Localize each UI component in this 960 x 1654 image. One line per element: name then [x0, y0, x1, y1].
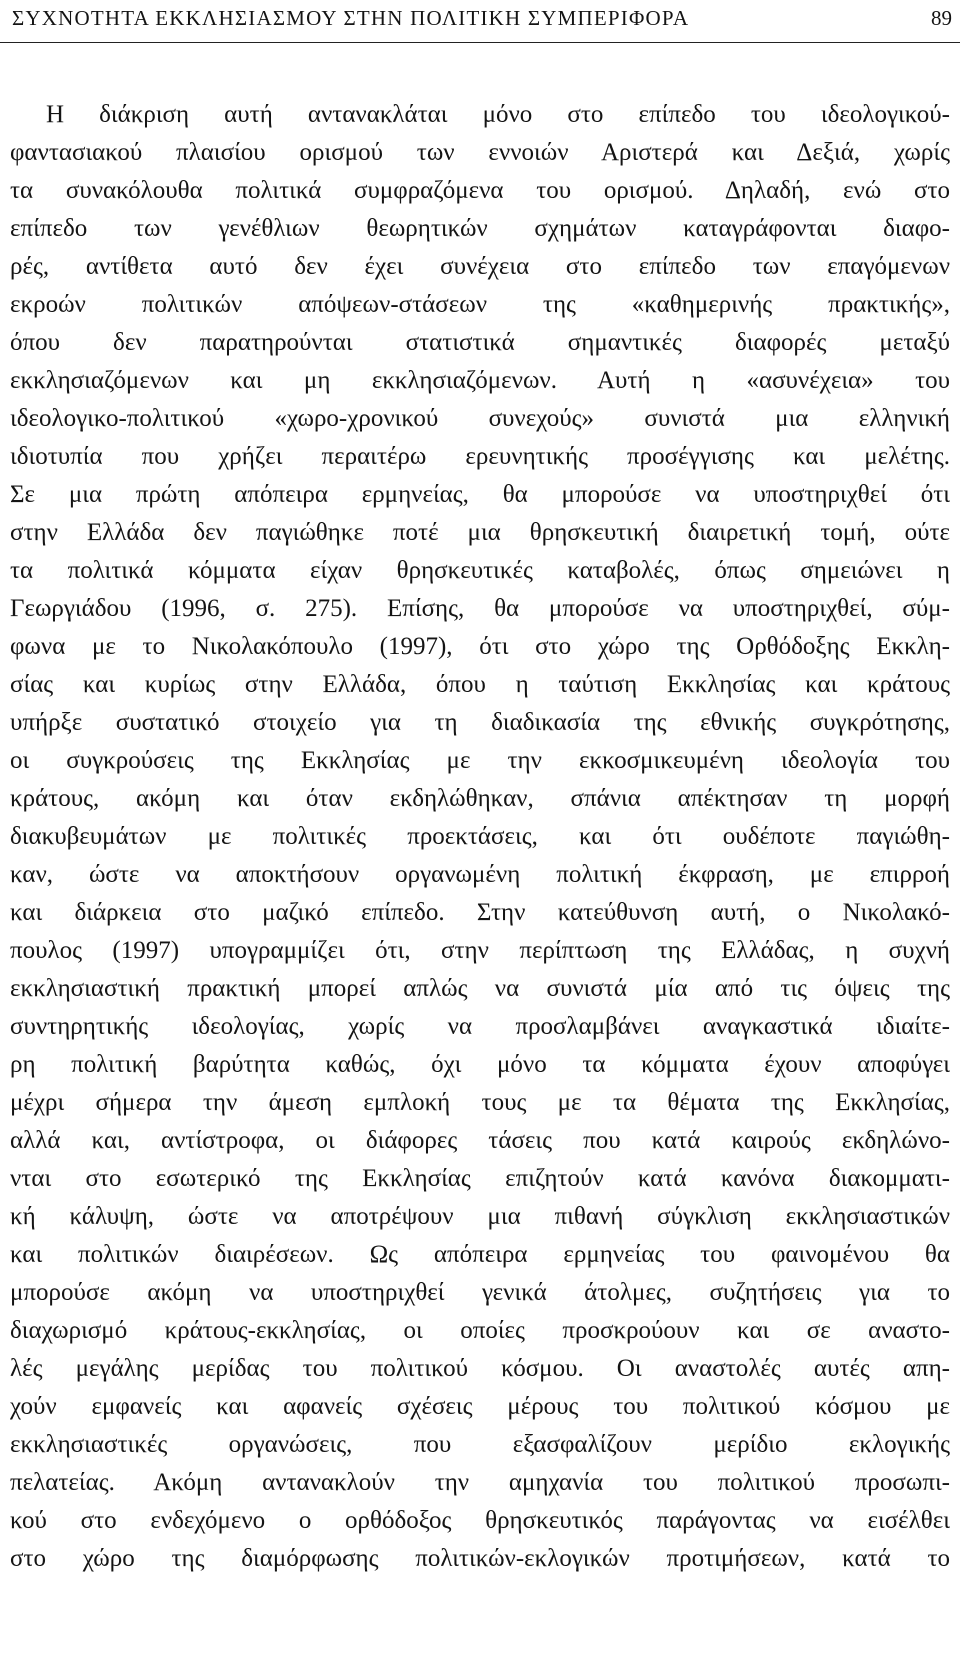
text-line: ιδιοτυπία που χρήζει περαιτέρω ερευνητικής προσέγγισης και μελέτης. — [10, 443, 950, 470]
text-line: φωνα με το Νικολακόπουλο (1997), ότι στο χώρο της Ορθόδοξης Εκκλη- — [10, 633, 950, 660]
text-line: μπορούσε ακόμη να υποστηριχθεί γενικά άτολμες, συζητήσεις για το — [10, 1279, 950, 1306]
text-line: μέχρι σήμερα την άμεση εμπλοκή τους με τα θέματα της Εκκλησίας, — [10, 1089, 950, 1116]
text-line: και πολιτικών διαιρέσεων. Ως απόπειρα ερμηνείας του φαινομένου θα — [10, 1241, 950, 1268]
page-number: 89 — [931, 6, 952, 30]
body-paragraph — [10, 96, 950, 1578]
text-line: διαχωρισμό κράτους-εκκλησίας, οι οποίες προσκρούουν και σε αναστο- — [10, 1317, 950, 1344]
text-line: τα πολιτικά κόμματα είχαν θρησκευτικές καταβολές, όπως σημειώνει η — [10, 557, 950, 584]
text-line: και διάρκεια στο μαζικό επίπεδο. Στην κατεύθυνση αυτή, ο Νικολακό- — [10, 899, 950, 926]
text-line: νται στο εσωτερικό της Εκκλησίας επιζητούν κατά κανόνα διακομματι- — [10, 1165, 950, 1192]
text-line: κράτους, ακόμη και όταν εκδηλώθηκαν, σπάνια απέκτησαν τη μορφή — [10, 785, 950, 812]
text-line: συντηρητικής ιδεολογίας, χωρίς να προσλαμβάνει αναγκαστικά ιδιαίτε- — [10, 1013, 950, 1040]
text-line: ρές, αντίθετα αυτό δεν έχει συνέχεια στο επίπεδο των επαγόμενων — [10, 253, 950, 280]
text-line: αλλά και, αντίστροφα, οι διάφορες τάσεις που κατά καιρούς εκδηλώνο- — [10, 1127, 950, 1154]
text-line: εκκλησιαζόμενων και μη εκκλησιαζόμενων. Αυτή η «ασυνέχεια» του — [10, 367, 950, 394]
text-line: κού στο ενδεχόμενο ο ορθόδοξος θρησκευτικός παράγοντας να εισέλθει — [10, 1507, 950, 1534]
text-line: υπήρξε συστατικό στοιχείο για τη διαδικασία της εθνικής συγκρότησης, — [10, 709, 950, 736]
text-line: εκροών πολιτικών απόψεων-στάσεων της «καθημερινής πρακτικής», — [10, 291, 950, 318]
text-line: χούν εμφανείς και αφανείς σχέσεις μέρους του πολιτικού κόσμου με — [10, 1393, 950, 1420]
text-line: λές μεγάλης μερίδας του πολιτικού κόσμου. Οι αναστολές αυτές απη- — [10, 1355, 950, 1382]
text-line: ιδεολογικο-πολιτικού «χωρο-χρονικού συνεχούς» συνιστά μια ελληνική — [10, 405, 950, 432]
text-line: καν, ώστε να αποκτήσουν οργανωμένη πολιτική έκφραση, με επιρροή — [10, 861, 950, 888]
text-line: κή κάλυψη, ώστε να αποτρέψουν μια πιθανή σύγκλιση εκκλησιαστικών — [10, 1203, 950, 1230]
text-line: Γεωργιάδου (1996, σ. 275). Επίσης, θα μπορούσε να υποστηριχθεί, σύμ- — [10, 595, 950, 622]
text-line: Σε μια πρώτη απόπειρα ερμηνείας, θα μπορούσε να υποστηριχθεί ότι — [10, 481, 950, 508]
text-line: διακυβευμάτων με πολιτικές προεκτάσεις, και ότι ουδέποτε παγιώθη- — [10, 823, 950, 850]
text-line: εκκλησιαστικές οργανώσεις, που εξασφαλίζουν μερίδιο εκλογικής — [10, 1431, 950, 1458]
text-line: τα συνακόλουθα πολιτικά συμφραζόμενα του ορισμού. Δηλαδή, ενώ στο — [10, 177, 950, 204]
text-line: ρη πολιτική βαρύτητα καθώς, όχι μόνο τα κόμματα έχουν αποφύγει — [10, 1051, 950, 1078]
text-line: όπου δεν παρατηρούνται στατιστικά σημαντικές διαφορές μεταξύ — [10, 329, 950, 356]
text-line: σίας και κυρίως στην Ελλάδα, όπου η ταύτιση Εκκλησίας και κράτους — [10, 671, 950, 698]
text-line: εκκλησιαστική πρακτική μπορεί απλώς να συνιστά μία από τις όψεις της — [10, 975, 950, 1002]
text-line: Η διάκριση αυτή αντανακλάται μόνο στο επίπεδο του ιδεολογικού- — [46, 101, 950, 128]
running-title: ΣΥΧΝΟΤΗΤΑ ΕΚΚΛΗΣΙΑΣΜΟΥ ΣΤΗΝ ΠΟΛΙΤΙΚΗ ΣΥΜΠΕΡΙΦΟΡΑ — [12, 6, 690, 30]
running-header — [0, 0, 960, 43]
text-line: στην Ελλάδα δεν παγιώθηκε ποτέ μια θρησκευτική διαιρετική τομή, ούτε — [10, 519, 950, 546]
text-line: στο χώρο της διαμόρφωσης πολιτικών-εκλογικών προτιμήσεων, κατά το — [10, 1545, 950, 1572]
text-line: πουλος (1997) υπογραμμίζει ότι, στην περίπτωση της Ελλάδας, η συχνή — [10, 937, 950, 964]
text-line: επίπεδο των γενέθλιων θεωρητικών σχημάτων καταγράφονται διαφο- — [10, 215, 950, 242]
text-line: φαντασιακού πλαισίου ορισμού των εννοιών Αριστερά και Δεξιά, χωρίς — [10, 139, 950, 166]
text-line: οι συγκρούσεις της Εκκλησίας με την εκκοσμικευμένη ιδεολογία του — [10, 747, 950, 774]
text-line: πελατείας. Ακόμη αντανακλούν την αμηχανία του πολιτικού προσωπι- — [10, 1469, 950, 1496]
